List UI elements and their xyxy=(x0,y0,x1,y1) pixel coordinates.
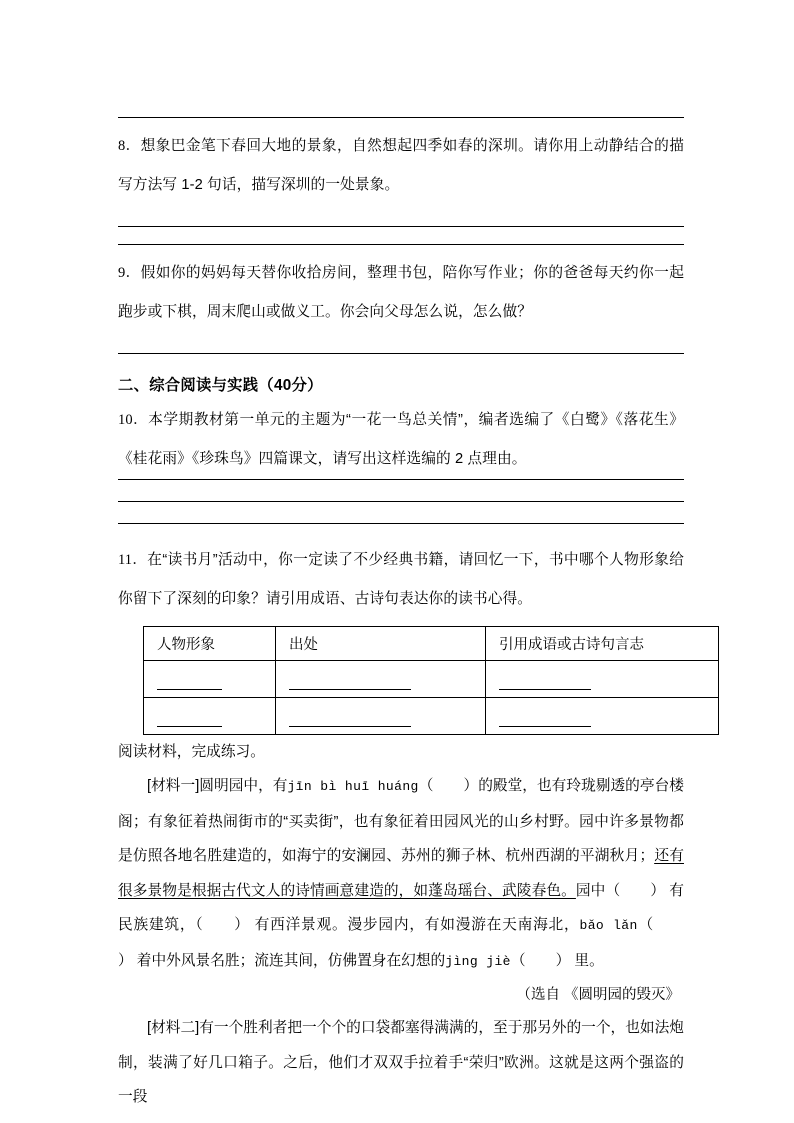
pinyin-jinbihuihuang: jīn bì huī huáng xyxy=(287,779,419,794)
material-one-seg7: 里。 xyxy=(574,952,604,969)
write-blank[interactable] xyxy=(157,689,222,690)
blank-paren-open: （ xyxy=(605,882,621,899)
write-blank[interactable] xyxy=(157,726,222,727)
question-9 xyxy=(118,254,684,332)
question-8-number: 8． xyxy=(118,138,141,154)
material-one-seg2: 的殿堂，也有玲珑剔透的亭台楼阁；有象征着热闹街市的“买卖街”，也有象征着田园风光的山乡村野。园中许多景物都是仿照各地名胜建造的，如海宁的安澜园、苏州的狮子林、杭州西湖的平湖秋月； xyxy=(118,778,684,864)
material-one-seg1: 圆明园中，有 xyxy=(199,778,288,794)
write-blank[interactable] xyxy=(499,726,591,727)
blank-paren-close: ） xyxy=(233,917,250,933)
question-9-number: 9． xyxy=(118,265,141,281)
question-8-text: 想象巴金笔下春回大地的景象，自然想起四季如春的深圳。请你用上动静结合的描写方法写 1-2 句话，描写深圳的一处景象。 xyxy=(118,138,685,193)
table-cell-quote[interactable] xyxy=(486,698,719,735)
q10-answer-area[interactable] xyxy=(118,479,684,524)
material-one-seg6: 着中外风景名胜；流连其间，仿佛置身在幻想的 xyxy=(136,952,446,969)
material-one-seg5: 有西洋景观。漫步园内，有如漫游在天南海北， xyxy=(254,917,580,933)
answer-line[interactable] xyxy=(118,479,684,480)
table-header-character: 人物形象 xyxy=(144,627,276,661)
material-one xyxy=(118,769,684,979)
table-header-row xyxy=(144,627,719,661)
material-two-text: 有一个胜利者把一个个的口袋都塞得满满的，至于那另外的一个，也如法炮制，装满了好几口箱子。之后，他们才双双手拉着手“荣归”欧洲。这就是这两个强盗的一段 xyxy=(118,1020,684,1105)
write-blank[interactable] xyxy=(289,689,411,690)
pinyin-jingjie: jìng jiè xyxy=(445,953,511,969)
question-10-text: 本学期教材第一单元的主题为“一花一鸟总关情”，编者选编了《白鹭》《落花生》《桂花雨》《珍珠鸟》四篇课文，请写出这样选编的 2 点理由。 xyxy=(118,412,684,467)
answer-line[interactable] xyxy=(118,501,684,502)
material-two-tag: [材料二] xyxy=(147,1020,200,1036)
material-one-source: （选自 《圆明园的毁灭》 xyxy=(516,987,680,1003)
blank-paren-close: ） xyxy=(650,882,666,899)
material-one-seg4: 有民族建筑， xyxy=(118,882,684,933)
exam-page xyxy=(118,0,684,1115)
section-heading-two: 二、综合阅读与实践（40分） xyxy=(118,377,323,394)
question-11 xyxy=(118,541,684,619)
write-blank[interactable] xyxy=(289,726,411,727)
question-11-number: 11． xyxy=(118,552,148,568)
material-two xyxy=(118,1011,684,1115)
material-one-underlined-sentence: 还有很多景物是根据古代文人的诗情画意建造的，如蓬岛瑶台、武陵春色。 xyxy=(118,848,684,899)
blank-paren-close: ） xyxy=(463,778,479,794)
question-10 xyxy=(118,401,684,479)
blank-paren-close: ） xyxy=(555,952,571,969)
material-one-tag: [材料一] xyxy=(147,778,200,794)
question-10-number: 10． xyxy=(118,412,149,428)
table-header-quote: 引用成语或古诗句言志 xyxy=(486,627,719,661)
table-cell-source[interactable] xyxy=(276,698,486,735)
blank-paren-open: （ xyxy=(637,917,654,933)
reading-note-table xyxy=(143,626,719,735)
question-11-text: 在“读书月”活动中，你一定读了不少经典书籍，请回忆一下，书中哪个人物形象给你留下了深刻的印象？请引用成语、古诗句表达你的读书心得。 xyxy=(118,552,685,607)
reading-note-table-wrapper xyxy=(143,626,684,735)
table-cell-character[interactable] xyxy=(144,698,276,735)
question-8 xyxy=(118,127,684,205)
question-9-text: 假如你的妈妈每天替你收拾房间，整理书包，陪你写作业；你的爸爸每天约你一起跑步或下棋，周末爬山或做义工。你会向父母怎么说，怎么做？ xyxy=(118,265,685,320)
blank-paren-close: ） xyxy=(118,952,133,969)
table-header-source: 出处 xyxy=(276,627,486,661)
pinyin-baolan: bǎo lǎn xyxy=(579,918,638,933)
table-cell-source[interactable] xyxy=(276,661,486,698)
reading-lead-in: 阅读材料，完成练习。 xyxy=(118,744,265,760)
table-cell-quote[interactable] xyxy=(486,661,719,698)
write-blank[interactable] xyxy=(499,689,591,690)
material-one-seg3: 园中 xyxy=(575,882,606,899)
table-row[interactable] xyxy=(144,698,719,735)
blank-paren-open: （ xyxy=(510,952,526,969)
table-cell-character[interactable] xyxy=(144,661,276,698)
blank-paren-open: （ xyxy=(195,917,204,933)
table-row[interactable] xyxy=(144,661,719,698)
blank-paren-open: （ xyxy=(418,778,434,794)
